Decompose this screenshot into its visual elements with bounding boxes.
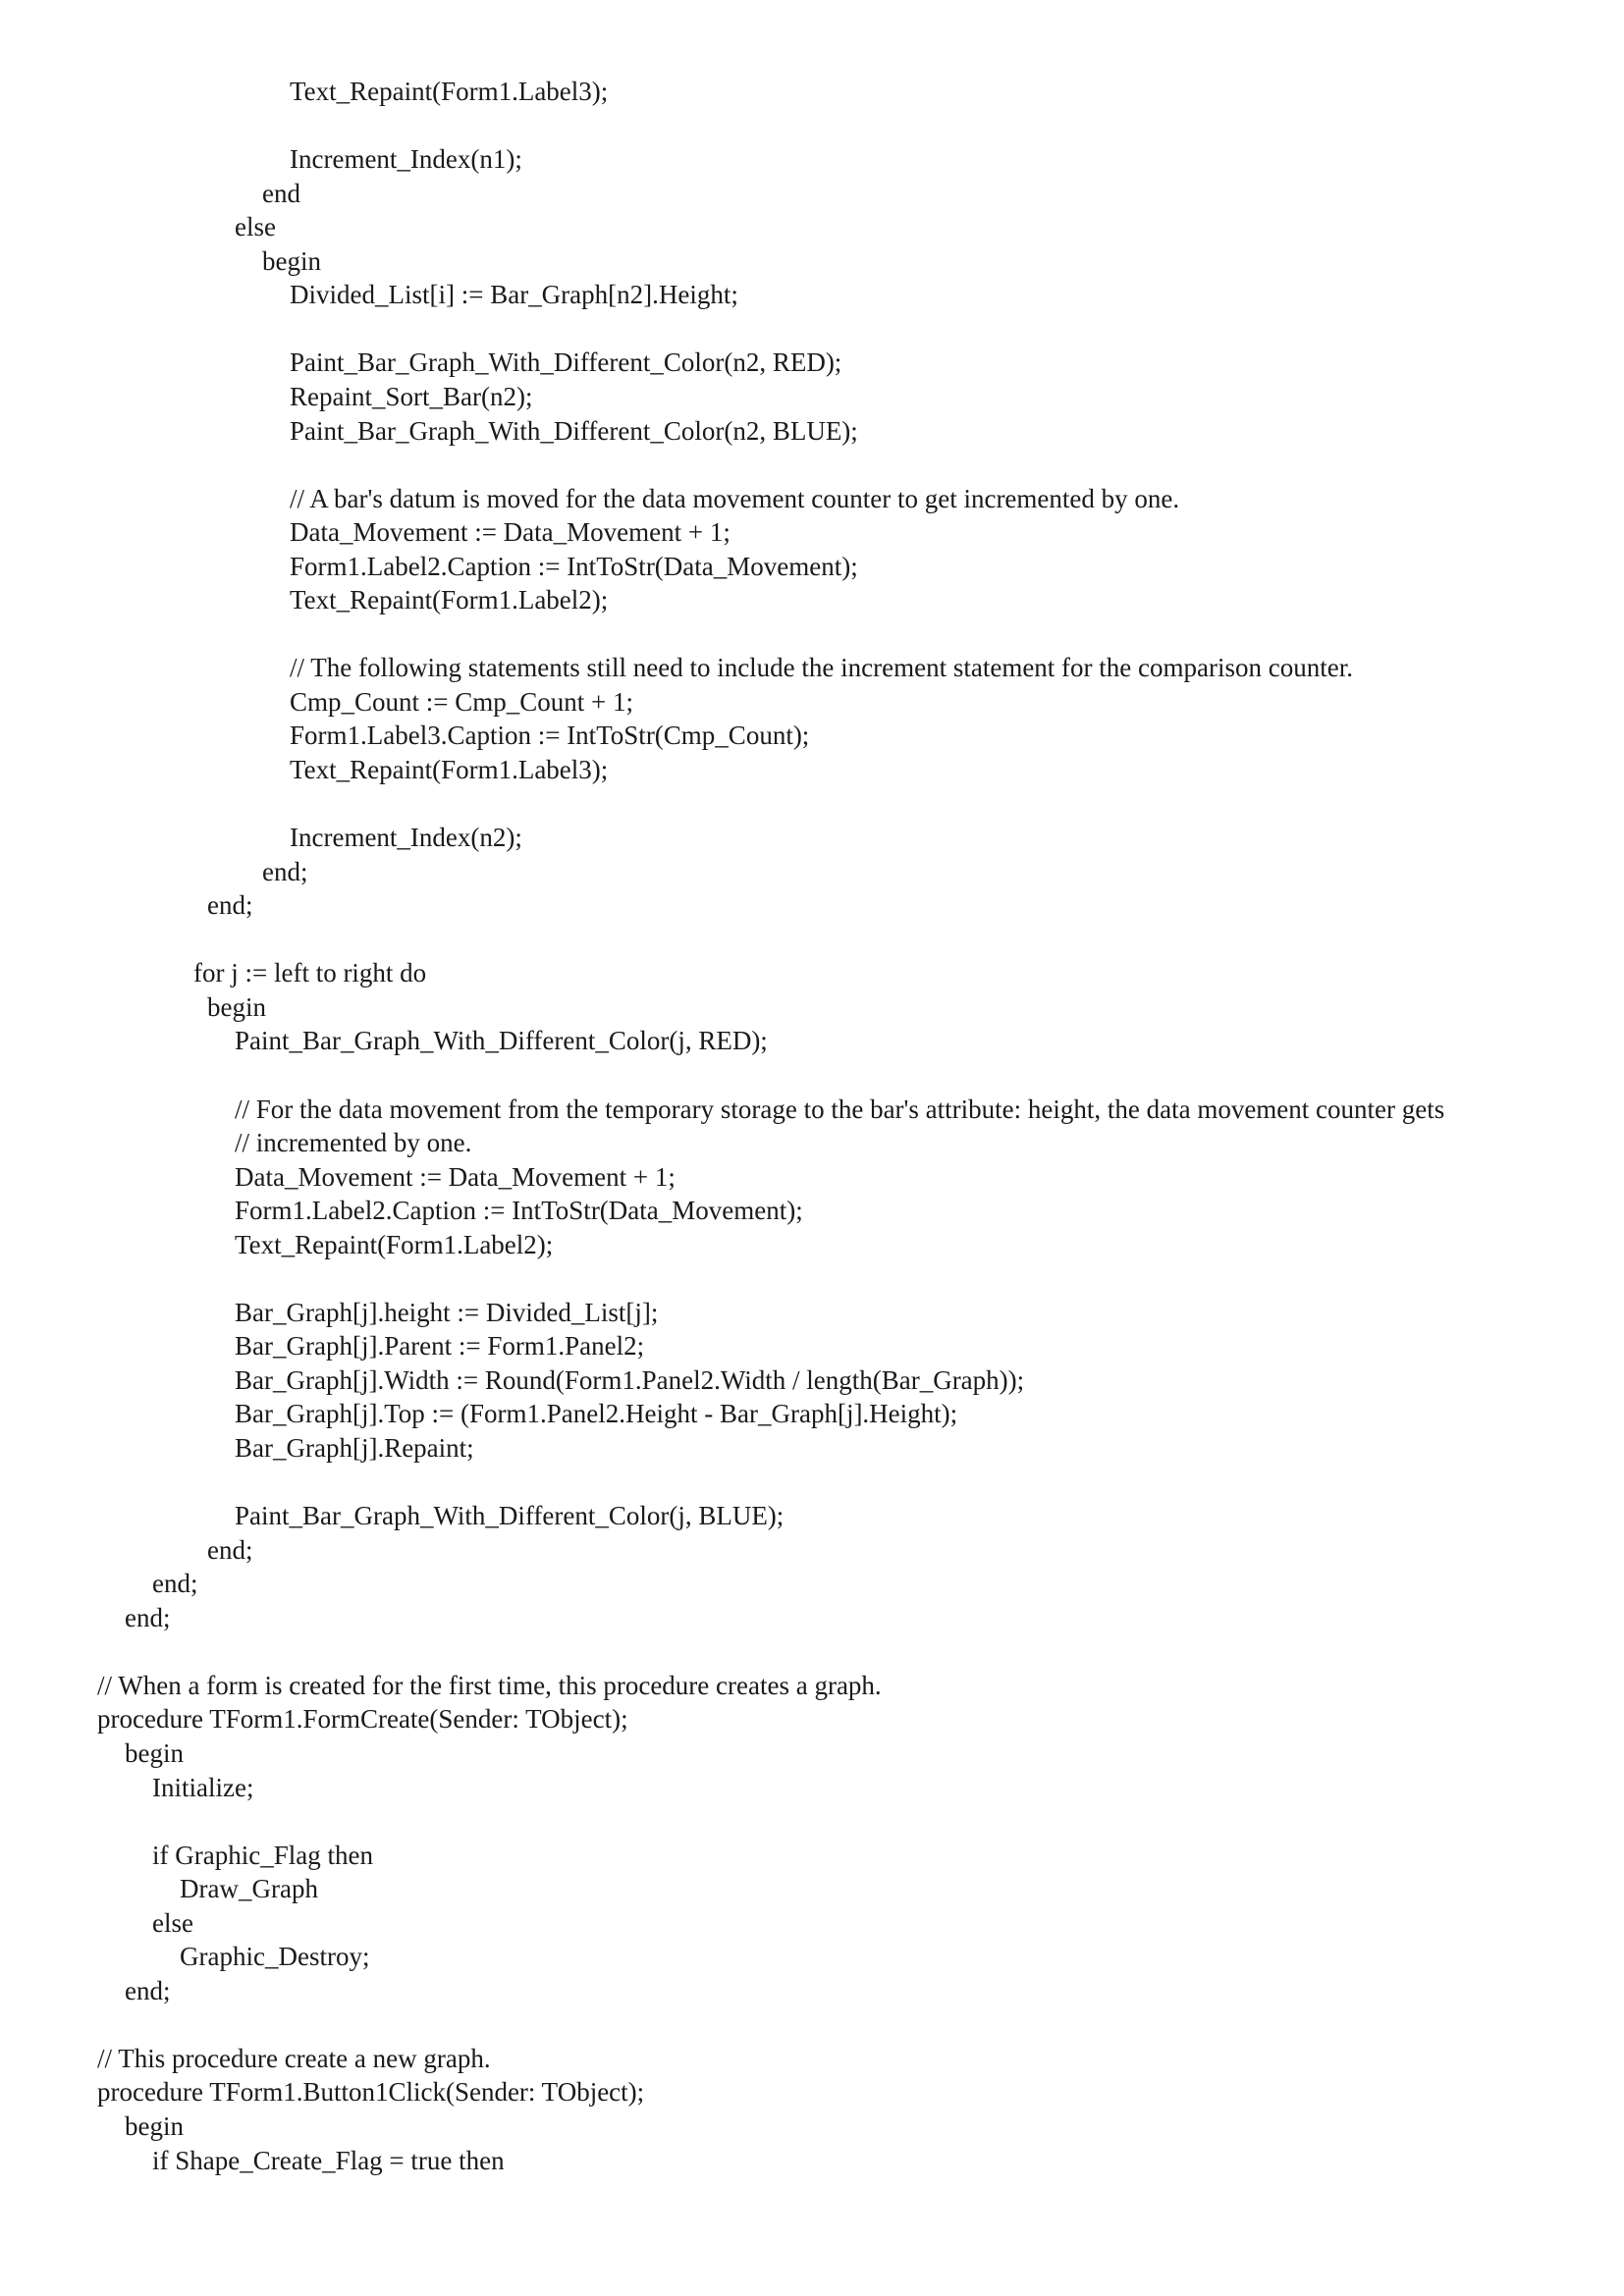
code-line: // For the data movement from the temporary storage to the bar's attribute: height, the data movement counter gets [235,1094,1445,1124]
code-line: // The following statements still need to include the increment statement for the comparison counter. [290,653,1353,683]
code-line: // A bar's datum is moved for the data movement counter to get incremented by one. [290,483,1180,513]
code-line: begin [125,1737,184,1768]
code-line: else [152,1907,193,1938]
code-line: end; [125,1602,171,1632]
code-line: begin [262,245,321,276]
code-line: Text_Repaint(Form1.Label2); [290,585,609,615]
code-line: Paint_Bar_Graph_With_Different_Color(n2, BLUE); [290,415,858,446]
code-line: end; [152,1569,198,1599]
code-line: Form1.Label3.Caption := IntToStr(Cmp_Count); [290,721,810,751]
code-line: Bar_Graph[j].Width := Round(Form1.Panel2.Width / length(Bar_Graph)); [235,1364,1025,1395]
code-line: Paint_Bar_Graph_With_Different_Color(j, BLUE); [235,1501,785,1531]
code-line: Increment_Index(n2); [290,823,522,853]
code-line: Data_Movement := Data_Movement + 1; [235,1161,676,1192]
code-line: Bar_Graph[j].height := Divided_List[j]; [235,1297,659,1327]
code-line: end; [262,856,308,886]
code-line: Paint_Bar_Graph_With_Different_Color(j, RED); [235,1026,768,1056]
code-line: Graphic_Destroy; [180,1942,370,1972]
code-line: for j := left to right do [193,958,427,988]
code-line: Text_Repaint(Form1.Label2); [235,1229,554,1259]
code-line: Text_Repaint(Form1.Label3); [290,755,609,784]
code-line: if Shape_Create_Flag = true then [152,2145,505,2175]
code-line: Draw_Graph [180,1874,318,1904]
code-line: Bar_Graph[j].Top := (Form1.Panel2.Height - Bar_Graph[j].Height); [235,1399,958,1429]
code-line: Divided_List[i] := Bar_Graph[n2].Height; [290,280,738,310]
code-line: end; [207,890,253,921]
code-line: Increment_Index(n1); [290,144,522,175]
code-line: begin [207,991,266,1022]
code-line: Cmp_Count := Cmp_Count + 1; [290,686,633,717]
code-line: Text_Repaint(Form1.Label3); [290,77,609,106]
code-line: Initialize; [152,1772,254,1802]
code-line: end [262,178,300,208]
code-line: procedure TForm1.FormCreate(Sender: TObject); [97,1704,628,1735]
code-line: else [235,212,276,242]
code-line: end; [207,1534,253,1565]
code-line: Form1.Label2.Caption := IntToStr(Data_Movement); [290,551,858,581]
code-line: Bar_Graph[j].Parent := Form1.Panel2; [235,1331,645,1362]
code-line: // When a form is created for the first time, this procedure creates a graph. [97,1670,882,1700]
code-line: Form1.Label2.Caption := IntToStr(Data_Movement); [235,1196,803,1226]
code-line: procedure TForm1.Button1Click(Sender: TObject); [97,2077,645,2108]
code-line: if Graphic_Flag then [152,1840,373,1870]
code-line: Bar_Graph[j].Repaint; [235,1433,474,1463]
code-line: Data_Movement := Data_Movement + 1; [290,517,731,548]
code-line: Paint_Bar_Graph_With_Different_Color(n2, RED); [290,347,842,378]
code-line: begin [125,2111,184,2141]
code-line: Repaint_Sort_Bar(n2); [290,381,533,411]
code-line: // incremented by one. [235,1128,472,1158]
code-line: end; [125,1975,171,2005]
code-line: // This procedure create a new graph. [97,2043,491,2073]
